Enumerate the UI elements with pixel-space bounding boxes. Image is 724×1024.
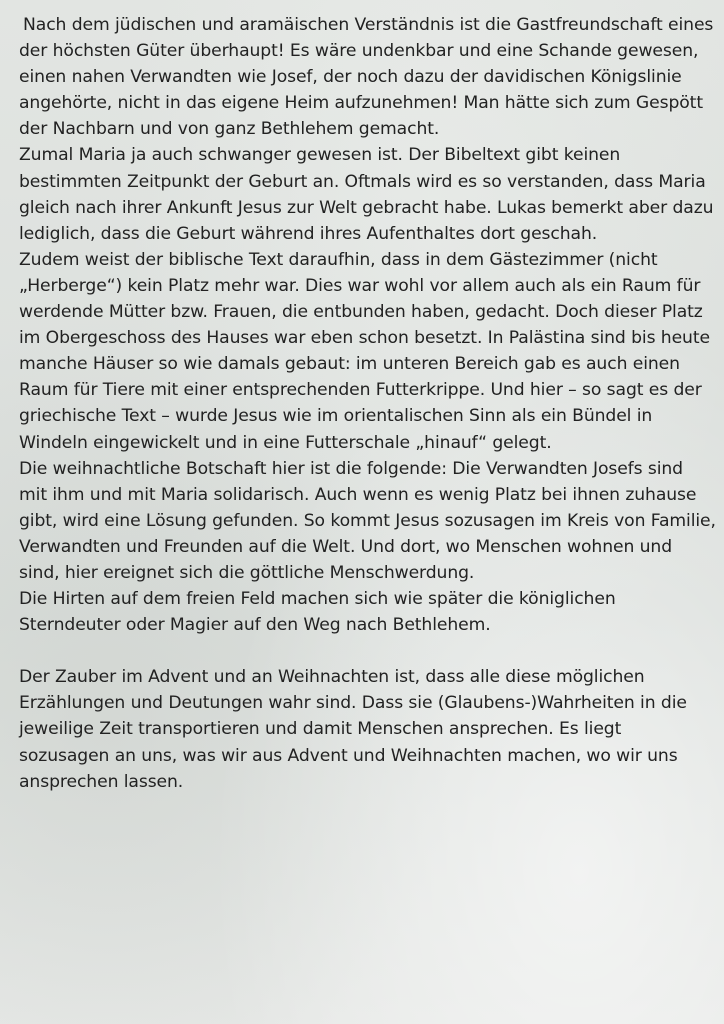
paragraph-advent-magic: Der Zauber im Advent und an Weihnachten ist, dass alle diese möglichen Erzählungen und Deutungen wahr sind. Dass sie (Glaubens-)Wahrheiten in die jeweilige Zeit transportieren und damit Menschen ansprechen. Es liegt sozusagen an uns, was wir aus Advent und Weihnachten machen, wo wir uns ansprechen lassen.: [19, 667, 687, 792]
paragraph-christmas-message: Die weihnachtliche Botschaft hier ist die folgende: Die Verwandten Josefs sind mit ihm und mit Maria solidarisch. Auch wenn es wenig Platz bei ihnen zuhause gibt, wird eine Lösung gefunden. So kommt Jesus sozusagen im Kreis von Familie, Verwandten und Freunden auf die Welt. Und dort, wo Menschen wohnen und sind, hier ereignet sich die göttliche Menschwerdung.: [19, 458, 716, 583]
paragraph-hospitality: Nach dem jüdischen und aramäischen Verständnis ist die Gastfreundschaft eines der höchsten Güter überhaupt! Es wäre undenkbar und eine Schande gewesen, einen nahen Verwandten wie Josef, der noch dazu der davidischen Königslinie angehörte, nicht in das eigene Heim aufzunehmen! Man hätte sich zum Gespött der Nachbarn und von ganz Bethlehem gemacht.: [19, 15, 714, 140]
paragraph-shepherds: Die Hirten auf dem freien Feld machen sich wie später die königlichen Sterndeuter oder Magier auf den Weg nach Bethlehem.: [19, 589, 616, 636]
paragraph-maria-pregnant: Zumal Maria ja auch schwanger gewesen ist. Der Bibeltext gibt keinen bestimmten Zeitpunkt der Geburt an. Oftmals wird es so verstanden, dass Maria gleich nach ihrer Ankunft Jesus zur Welt gebracht habe. Lukas bemerkt aber dazu lediglich, dass die Geburt während ihres Aufenthaltes dort geschah.: [19, 145, 714, 244]
paragraph-spacer: [19, 638, 716, 664]
paragraph-guest-room: Zudem weist der biblische Text daraufhin, dass in dem Gästezimmer (nicht „Herberge“) kein Platz mehr war. Dies war wohl vor allem auch als ein Raum für werdende Mütter bzw. Frauen, die entbunden haben, gedacht. Doch dieser Platz im Obergeschoss des Hauses war eben schon besetzt. In Palästina sind bis heute manche Häuser so wie damals gebaut: im unteren Bereich gab es auch einen Raum für Tiere mit einer entsprechenden Futterkrippe. Und hier – so sagt es der griechische Text – wurde Jesus wie im orientalischen Sinn als ein Bündel in Windeln eingewickelt und in eine Futterschale „hinauf“ gelegt.: [19, 249, 710, 453]
